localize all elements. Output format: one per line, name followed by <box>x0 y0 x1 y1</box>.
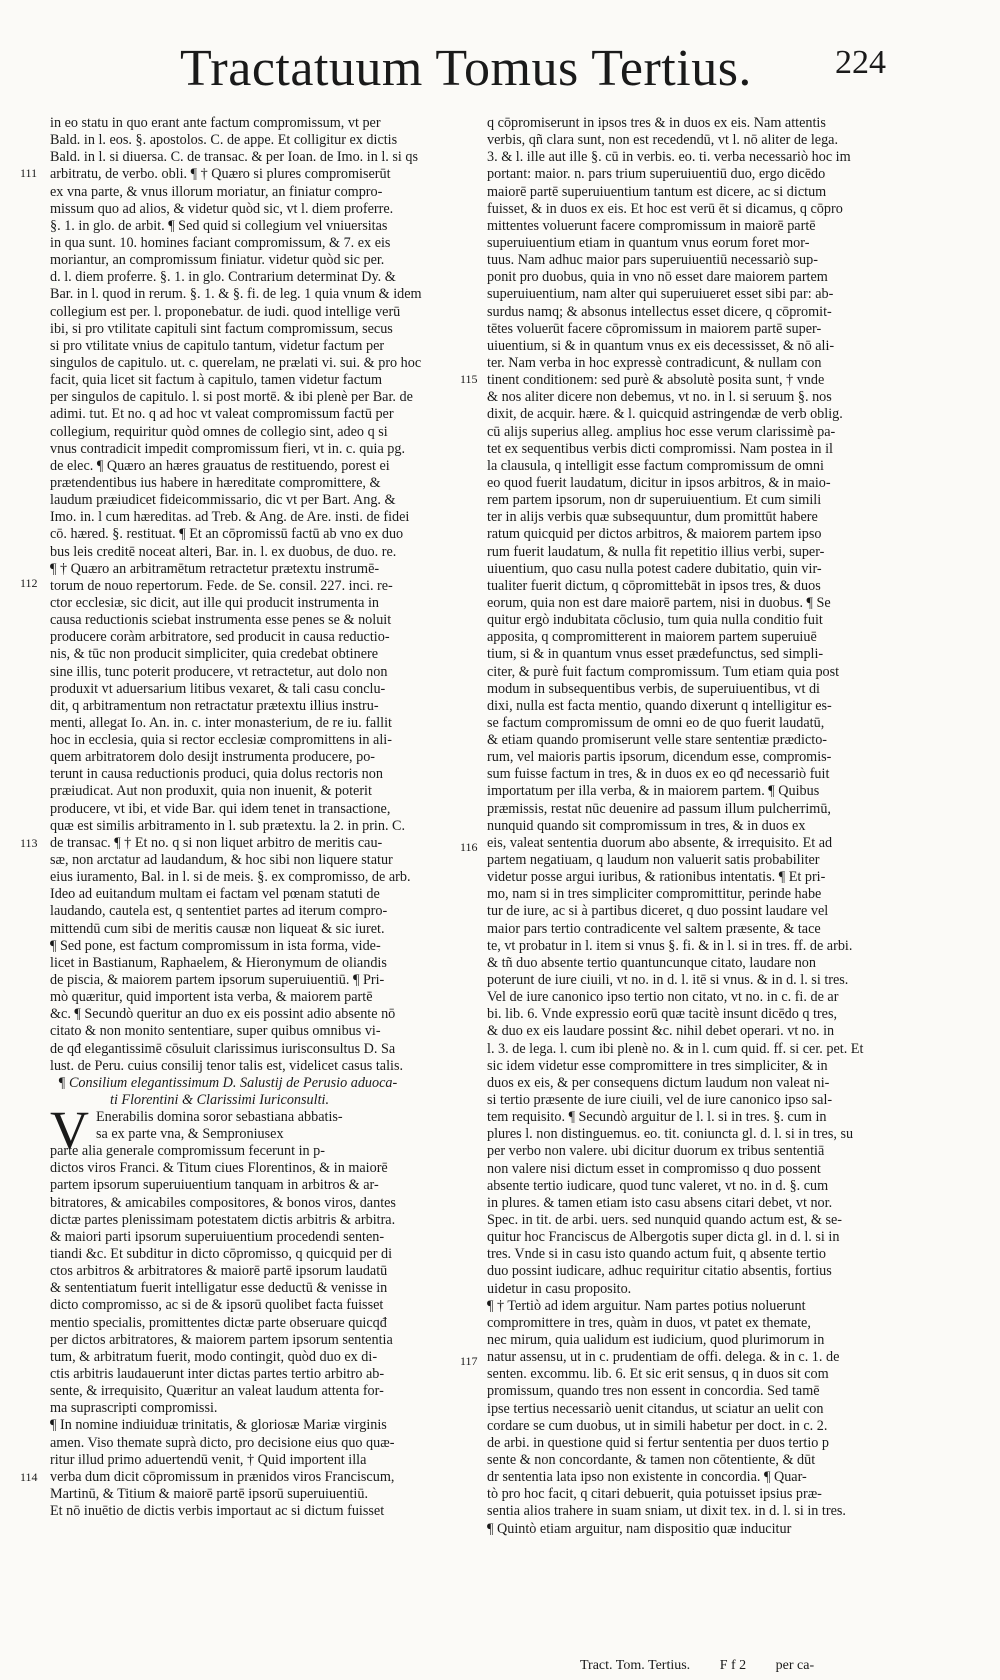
text-line: mittendū cum sibi de meritis causæ non liqueat & sic iuret. <box>50 920 385 937</box>
text-line: uiuentium, quo casu nulla potest cadere dubitatio, quin vir- <box>487 560 822 577</box>
text-line: ¶ † Quæro an arbitramētum retractetur prætextu instrumē- <box>50 560 380 577</box>
text-line: sente & non concordante, & tamen non cōtentiente, & dūt <box>487 1451 816 1468</box>
text-line: sum fuisse factum in tres, & in duos ex eo qđ necessariò fuit <box>487 766 830 783</box>
text-line: portant: maior. n. pars trium superuiuentiū duo, ergo dicēdo <box>487 166 826 183</box>
left-column <box>50 115 460 1520</box>
text-line: tiandi &c. Et subditur in dicto cōpromisso, q quicquid per di <box>50 1246 393 1262</box>
text-line: tò pro hoc facit, q citari debuerit, quia potuisset ipsius præ- <box>487 1486 822 1503</box>
text-line: tet ex sequentibus verbis dicti compromissi. Nam postea in il <box>487 440 833 457</box>
text-line: in qua sunt. 10. homines faciant compromissum, & 7. ex eis <box>50 234 391 251</box>
text-line: & nos aliter dicere non debemus, vt no. in l. si seruum §. nos <box>487 389 832 406</box>
text-line: mò quæritur, quid importent ista verba, & maiorem partē <box>50 989 373 1006</box>
text-line: nis, & tūc non producit simpliciter, quia credebat obtinere <box>50 646 379 663</box>
text-line: dictos viros Franci. & Titum ciues Florentinos, & in maiorē <box>50 1160 388 1177</box>
text-line: absente tertio iudicare, quod tunc valeret, vt no. in d. §. cum <box>487 1177 829 1194</box>
text-line: terunt in causa reductionis produci, quia dolus rectoris non <box>50 766 383 783</box>
text-line: in eo statu in quo erant ante factum compromissum, vt per <box>50 115 381 131</box>
text-line: de piscia, & maiorem partem ipsorum superuiuentiū. ¶ Pri- <box>50 972 385 989</box>
text-line: bus leis creditē noceat alteri, Bar. in. l. ex duobus, de duo. re. <box>50 543 397 560</box>
text-line: modum in subsequentibus verbis, de superuiuentibus, vt di <box>487 680 820 697</box>
text-line: per dictos arbitratores, & maiorem partem ipsorum sententia <box>50 1331 393 1348</box>
text-line: missum quo ad alios, & videtur quòd sic, vt l. diem proferre. <box>50 200 394 217</box>
text-line: rum, vel maioris partis ipsorum, dicendum esse, compromis- <box>487 749 832 766</box>
text-line: Vel de iure canonico ipso tertio non citato, vt no. in c. fi. de ar <box>487 989 839 1006</box>
text-line: &c. ¶ Secundò queritur an duo ex eis possint adio absente nō <box>50 1006 396 1023</box>
text-line: producere coràm arbitratore, sed producit in causa reductio- <box>50 629 390 646</box>
text-line: non valere nisi dictum esset in compromisso q duo possent <box>487 1160 821 1177</box>
text-line: per verbo non valere. ubi dicitur duorum ex tribus sententiā <box>487 1143 825 1160</box>
text-line: dicto compromisso, ac si de & ipsorū quolibet facta fuisset <box>50 1297 384 1314</box>
text-line: tres. Vnde si in casu isto quando actum fuit, q absente tertio <box>487 1246 826 1263</box>
text-line: Ideo ad euitandum multam ei factam vel pœnam statuti de <box>50 886 380 903</box>
running-title: Tractatuum Tomus Tertius. <box>180 40 752 97</box>
text-line: hoc in ecclesia, quia si rector ecclesiæ compromittens in ali- <box>50 732 392 749</box>
text-line: nec mirum, quia ualidum est iudicium, quod plurimorum in <box>487 1331 825 1348</box>
text-line: causa reductionis sciebat instrumenta esse penes se & noluit <box>50 612 392 629</box>
text-line: lust. de Peru. cuius consilij tenor talis est, videlicet casus talis. <box>50 1057 404 1074</box>
text-line: d. l. diem proferre. §. 1. in glo. Contrarium determinat Dy. & <box>50 269 396 286</box>
text-line: sic idem videtur esse compromittere in tres simpliciter, & in <box>487 1057 828 1074</box>
text-line: torum de nouo repertorum. Fede. de Se. consil. 227. inci. re- <box>50 577 393 594</box>
text-line: fuisset, & in duos ex eis. Et hoc est verū ēt si dicamus, q cōpro <box>487 200 843 217</box>
text-line: si pro vtilitate vnius de capitulo tantum, videtur factum per <box>50 337 385 354</box>
text-line: mittentes voluerunt facere compromissum in maiorē partē <box>487 217 816 234</box>
text-line: se factum compromissum de omni eo de quo fuerit laudatū, <box>487 714 825 731</box>
consilium-heading: ti Florentini & Clarissimi Iuriconsulti. <box>110 1092 329 1109</box>
text-line: duos ex eis, & per consequens dictum laudum non valeat ni- <box>487 1074 830 1091</box>
margin-mark: 116 <box>460 840 478 854</box>
text-line: & duo ex eis laudare possint &c. nihil debet operari. vt no. in <box>487 1023 835 1040</box>
text-line: adimi. tut. Et no. q ad hoc vt valeat compromissum factū per <box>50 406 394 423</box>
text-line: eius iuramento, Bal. in l. si de meis. §. ex compromisso, de arb. <box>50 869 411 886</box>
text-line: partem ipsorum superuiuentium tanquam in arbitros & ar- <box>50 1177 379 1194</box>
text-line: dixi, nulla est facta mentio, quando dixerunt q intelligitur es- <box>487 697 832 714</box>
text-line: mentio specialis, promittentes dictæ parte obseruare quicqđ <box>50 1314 387 1331</box>
text-line: produxit vt aduersarium litibus vexaret, & tali casu conclu- <box>50 680 386 697</box>
text-line: tuus. Nam adhuc maior pars superuiuentiū necessariò sup- <box>487 252 818 269</box>
text-line: cordare se cum duobus, ut in simili habetur per doct. in c. 2. <box>487 1417 828 1434</box>
text-line: ma suprascripti compromissi. <box>50 1400 218 1417</box>
text-line: ter. Nam verba in hoc expressè contradicunt, & nullam con <box>487 354 822 371</box>
text-line: maiorē partē superuiuentium tantum est dicere, ac si dictum <box>487 183 827 200</box>
text-line: ponit pro duobus, quia in vno nō esset dare maiorem partem <box>487 269 828 286</box>
text-line: si tertio præsente de iure ciuili, vel de iure canonico ipso sal- <box>487 1092 833 1109</box>
right-column <box>487 115 915 1538</box>
text-line: Bald. in l. eos. §. apostolos. C. de appe. Et colligitur ex dictis <box>50 132 398 149</box>
text-line: ¶ Sed pone, est factum compromissum in ista forma, vide- <box>50 937 381 954</box>
text-line: apposita, q compromitterent in maiorem partem superuiuē <box>487 629 817 646</box>
text-line: quæ est similis arbitramento in l. sub prætextu. la 2. in prin. C. <box>50 817 406 834</box>
text-line: te, vt probatur in l. item si vnus §. fi. & in l. si in tres. ff. de arbi. <box>487 937 853 954</box>
text-line: quem arbitratorem dolo desijt instrumenta producere, po- <box>50 749 376 766</box>
margin-mark: 113 <box>20 836 38 850</box>
text-line: bi. lib. 6. Vnde expressio eorū quæ tacitè insunt dicēdo q tres, <box>487 1006 838 1023</box>
text-line: ctos arbitros & arbitratores & maiorē partē ipsorum laudatū <box>50 1263 388 1280</box>
consilium-heading: ¶ Consilium elegantissimum D. Salustij de Perusio aduoca- <box>58 1074 398 1091</box>
text-line: ipse tertius necessariò uenit citandus, ut sciatur an uelit con <box>487 1400 824 1417</box>
margin-mark: 117 <box>460 1354 478 1368</box>
text-line: laudando, cautela est, q sententiet partes ad iterum compro- <box>50 903 388 920</box>
text-line: sente, & irrequisito, Quæritur an valeat laudum attenta for- <box>50 1383 384 1400</box>
text-line: licet in Bastianum, Raphaelem, & Hieronymum de oliandis <box>50 954 387 971</box>
page-number: 224 <box>835 44 886 81</box>
text-line: superuiuentium etiam in quantum vnus eorum foret mor- <box>487 234 810 251</box>
text-line: sæ, non arctatur ad laudandum, & hoc sibi non liquere statur <box>50 852 393 869</box>
text-line: de arbi. in questione quid si fertur sententia per duos tertio p <box>487 1434 829 1451</box>
text-line: præmissis, restat nūc deuenire ad passum illum pulcherrimū, <box>487 800 831 817</box>
text-line: ctis arbitris laudauerunt inter dictas partes tertio arbitro ab- <box>50 1365 385 1382</box>
text-line: dixit, de acquir. hære. & l. quicquid astringendæ de verb oblig. <box>487 406 843 423</box>
text-line: vnus contradicit impedit compromissum fieri, vt in. c. quia pg. <box>50 440 406 457</box>
text-line: amen. Viso themate suprà dicto, pro decisione eius quo quæ- <box>50 1434 395 1451</box>
footer-catchword: per ca- <box>775 1658 815 1673</box>
text-line: citato & non monito sententiare, super quibus omnibus vi- <box>50 1023 381 1040</box>
text-line: menti, allegat Io. An. in. c. inter monasterium, de re iu. fallit <box>50 714 392 731</box>
text-line: cū alijs superius alleg. amplius hoc esse verum clarissimè pa- <box>487 423 836 440</box>
text-line: tinent conditionem: sed purè & absolutè posita sunt, † vnde <box>487 372 825 389</box>
text-line: per singulos de capitulo. l. si post mortē. & ibi plenè per Bar. de <box>50 389 413 406</box>
footer-volume: Tract. Tom. Tertius. <box>580 1658 691 1673</box>
text-line: videtur posse argui iuribus, & rationibus intentatis. ¶ Et pri- <box>487 869 826 886</box>
text-line: Imo. in. l cum hæreditas. ad Treb. & Ang. de Are. insti. de fidei <box>50 509 410 526</box>
text-line: verbis, qñ clara sunt, non est recedendū, vt l. nō aliter de lega. <box>487 132 839 149</box>
text-line: sine illis, tunc poterit producere, vt retractetur, aut dolo non <box>50 663 388 680</box>
text-line: importatum per illa verba, & in maiorem partem. ¶ Quibus <box>487 783 820 800</box>
text-line: & sententiatum fuerit intelligatur esse deductū & venisse in <box>50 1280 388 1297</box>
text-line: uidetur in casu proposito. <box>487 1280 632 1297</box>
text-line: in plures. & tamen etiam isto casu absens citari debet, vt nor. <box>487 1194 833 1211</box>
page-header <box>0 34 1000 104</box>
text-line: laudum præiudicet fideicommissario, dic vt per Bart. Ang. & <box>50 492 396 509</box>
text-line: & tñ duo absente tertio quantuncunque citato, laudare non <box>487 954 816 971</box>
text-line: maior pars tertio contradicente vel saltem præsente, & tace <box>487 920 821 937</box>
text-line: 3. & l. ille aut ille §. cū in verbis. eo. ti. verba necessariò hoc im <box>487 149 851 166</box>
text-line: de transac. ¶ † Et no. q si non liquet arbitro de meritis cau- <box>50 834 383 851</box>
text-line: tur de iure, ac si à partibus diceret, q duo possint laudare vel <box>487 903 829 920</box>
text-line: & maiori parti ipsorum superuiuentium procedendi senten- <box>50 1228 385 1245</box>
text-line: de elec. ¶ Quæro an hæres grauatus de restituendo, porest ei <box>50 457 390 474</box>
footer-signature: F f 2 <box>719 1658 747 1673</box>
text-line: la clausula, q intelligit esse factum compromissum de omni <box>487 457 824 474</box>
text-line: ratum quicquid per dictos arbitros, & maiorem partem ipso <box>487 526 822 543</box>
text-line: præiudicat. Aut non produxit, quia non inuenit, & poterit <box>50 783 372 800</box>
text-line: dr sententia lata ipso non existente in concordia. ¶ Quar- <box>487 1469 807 1486</box>
text-line: moriantur, an compromissum finiatur. videtur quòd sic per. <box>50 252 385 269</box>
text-line: verba dum dicit cōpromissum in prænidos viros Franciscum, <box>50 1468 395 1485</box>
margin-mark: 115 <box>460 372 478 386</box>
text-line: citer, & purè fuit factum compromissum. Tum etiam quia post <box>487 663 840 680</box>
text-line: plures l. non distinguemus. eo. tit. coniuncta gl. d. l. si in tres, su <box>487 1126 854 1143</box>
text-line: rum fuerit laudatum, & nulla fit repetitio illius verbi, super- <box>487 543 825 560</box>
text-line: prætendentibus ius habere in hæreditate compromittere, & <box>50 474 381 491</box>
text-line: Martinū, & Titium & maiorē partē ipsorū superuiuentiū. <box>50 1485 369 1502</box>
text-line: parte alia generale compromissum fecerunt in p- <box>50 1143 325 1160</box>
text-line: tētes voluerūt facere cōpromissum in maiorem partē super- <box>487 320 822 337</box>
margin-mark: 112 <box>20 576 38 590</box>
text-line: Spec. in tit. de arbi. uers. sed nunquid quando actum est, & se- <box>487 1212 843 1228</box>
page-footer <box>580 1658 840 1674</box>
text-line: q cōpromiserunt in ipsos tres & in duos ex eis. Nam attentis <box>487 115 826 131</box>
text-line: Bar. in l. quod in rerum. §. 1. & §. fi. de leg. 1 quia vnum & idem <box>50 286 422 303</box>
text-line: ¶ Quintò etiam arguitur, nam dispositio quæ inducitur <box>487 1520 792 1537</box>
text-line: rem partem ipsorum, non dr superuiuentium. Et cum simili <box>487 492 822 509</box>
text-line: dictæ partes plenissimam potestatem dictis arbitris & arbitra. <box>50 1211 396 1228</box>
text-line: tem requisito. ¶ Secundò arguitur de l. l. si in tres. §. cum in <box>487 1109 827 1126</box>
text-line: bitratores, & amicabiles compositores, & bonos viros, dantes <box>50 1194 396 1211</box>
text-line: ter in alijs verbis quæ subsequuntur, dum promittūt habere <box>487 509 818 526</box>
text-line: compromittere in tres, quàm in duos, vt patet ex themate, <box>487 1314 811 1331</box>
text-line: mo, nam si in tres simpliciter compromittitur, perinde habe <box>487 886 822 903</box>
text-line: arbitratu, de verbo. obli. ¶ † Quæro si plures compromiserūt <box>50 166 391 183</box>
text-line: ritur illud primo aduertendū venit, † Quid importent illa <box>50 1451 367 1468</box>
text-line: uiuentium, si & in quantum vnus ex eis decessisset, & nō ali- <box>487 337 835 354</box>
text-line: Enerabilis domina soror sebastiana abbatis- <box>96 1109 343 1126</box>
text-line: superuiuentium, nam alter qui superuiueret esset sibi par: ab- <box>487 286 834 303</box>
text-line: promissum, quando tres non essent in concordia. Sed tamē <box>487 1383 820 1400</box>
text-line: dit, q arbitramentum non retractatur prætextu illius instru- <box>50 697 379 714</box>
text-line: quitur ergò indubitata cōclusio, tum quia nulla conditio fuit <box>487 612 823 629</box>
text-line: ibi, si pro vtilitate capituli sint factum compromissum, secus <box>50 320 393 337</box>
text-line: surdus namq; & absonus intellectus esset dicere, q cōpromit- <box>487 303 832 320</box>
text-line: collegium, requiritur quòd omnes de collegio sint, adeo q si <box>50 423 388 440</box>
text-line: & etiam quando promiserunt velle stare sententiæ prædicto- <box>487 732 828 749</box>
text-line: eo quod fuerit laudatum, dicitur in ipsos arbitros, & in maio- <box>487 474 831 491</box>
text-line: poterunt de iure ciuili, vt no. in d. l. itē si vnus. & in d. l. si tres. <box>487 972 849 989</box>
text-line: natur assensu, ut in c. prudentiam de offi. delega. & in c. 1. de <box>487 1349 840 1366</box>
text-line: ¶ † Tertiò ad idem arguitur. Nam partes potius noluerunt <box>487 1297 806 1314</box>
text-line: quitur hoc Franciscus de Albergotis super dicta gl. in d. l. si in <box>487 1229 840 1246</box>
dropcap-letter: V <box>50 1100 89 1161</box>
text-line: eis, valeat sententia duorum abo absente, & irrequisito. Et ad <box>487 834 833 851</box>
text-line: tium, si & in quantum vnus esset prædefunctus, sed simpli- <box>487 646 824 663</box>
text-line: partem negatiuam, q laudum non valuerit satis probabiliter <box>487 852 820 869</box>
text-line: sentia alios trahere in suam sniam, ut dixit tex. in d. l. si in tres. <box>487 1503 846 1520</box>
text-line: Et nō inuētio de dictis verbis importaut ac si dictum fuisset <box>50 1503 385 1520</box>
text-line: producere, vt ibi, et vide Bar. qui idem tenet in transactione, <box>50 800 391 817</box>
text-line: singulos de capitulo. ut. c. querelam, ne prælati vi. sui. & pro hoc <box>50 354 422 371</box>
text-line: tum, & arbitratum fuerit, modo contingit, quòd duo ex di- <box>50 1348 378 1365</box>
text-line: ex vna parte, & vnus illorum moriatur, an finiatur compro- <box>50 183 383 200</box>
text-line: eorum, quia non est dare maiorē partem, nisi in duobus. ¶ Se <box>487 594 831 611</box>
text-line: tualiter fuerit dictum, q cōpromittebāt in ipsos tres, & duos <box>487 577 821 594</box>
text-line: facit, quia licet sit factum à capitulo, tamen videtur factum <box>50 372 383 389</box>
text-line: nunquid quando sit compromissum in tres, & in duos ex <box>487 817 806 834</box>
text-line: ctor ecclesiæ, sic dicit, aut ille qui producit instrumenta in <box>50 594 379 611</box>
text-line: senten. excommu. lib. 6. Et sic erit sensus, q in duos sit com <box>487 1366 829 1383</box>
margin-mark: 111 <box>20 166 38 180</box>
text-line: collegium est per. l. proponebatur. de iudi. quod intellige verū <box>50 303 401 320</box>
text-line: ¶ In nomine indiuiduæ trinitatis, & gloriosæ Mariæ virginis <box>50 1417 387 1434</box>
text-line: Bald. in l. si diuersa. C. de transac. & per Ioan. de Imo. in l. si qs <box>50 149 419 166</box>
text-line: de qđ elegantissimē cōsuluit clarissimus iurisconsultus D. Sa <box>50 1040 396 1057</box>
text-line: sa ex parte vna, & Semproniusex <box>96 1126 284 1143</box>
text-line: §. 1. in glo. de arbit. ¶ Sed quid si collegium vel vniuersitas <box>50 217 388 234</box>
margin-mark: 114 <box>20 1470 38 1484</box>
text-line: l. 3. de lega. l. cum ibi plenè no. & in l. cum quid. ff. si cer. pet. Et <box>487 1040 864 1057</box>
text-line: cō. hæred. §. restituat. ¶ Et an cōpromissū factū ab vno ex duo <box>50 526 404 543</box>
text-line: duo possint iudicare, adhuc requiritur citatio absentis, fortius <box>487 1263 832 1280</box>
